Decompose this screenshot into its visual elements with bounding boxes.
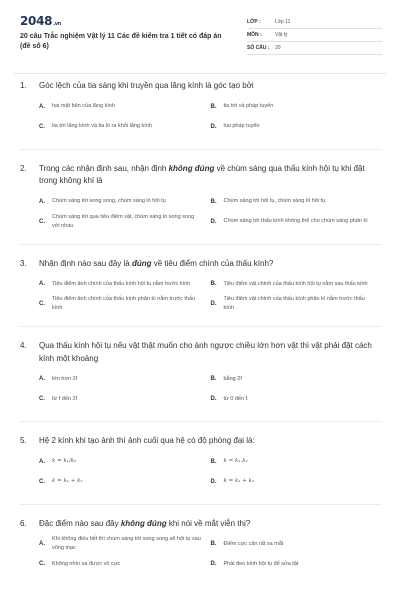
answer-option[interactable] — [39, 390, 211, 408]
option-text: từ f đến 2f — [52, 395, 78, 402]
answer-option[interactable] — [211, 473, 383, 491]
option-letter: A. — [39, 376, 45, 382]
option-letter: C. — [39, 561, 45, 567]
document-title: 20 câu Trắc nghiệm Vật lý 11 Các đề kiểm tra 1 tiết có đáp án (đề số 6) — [20, 33, 222, 50]
option-letter: B. — [210, 458, 217, 465]
option-letter: A. — [39, 103, 45, 110]
meta-label-class: LỚP : — [247, 19, 261, 25]
option-text: k = k₁.k₂ — [223, 458, 248, 464]
option-text: tia tới và pháp tuyến — [223, 103, 274, 109]
question-emphasis: không đúng — [120, 518, 167, 528]
answer-option[interactable] — [211, 193, 383, 211]
meta-value-class: Lớp 11 — [275, 19, 291, 25]
meta-value-count: 20 — [275, 45, 281, 51]
option-letter: D. — [210, 218, 217, 225]
question-stem — [20, 435, 382, 448]
answer-option[interactable] — [39, 535, 211, 553]
option-letter: B. — [210, 281, 217, 287]
question-text — [39, 518, 250, 531]
option-text: Chùm sáng tới song song, chùm sáng ló hội tụ — [52, 198, 166, 204]
option-text: tia tới lăng kính và tia ló ra khỏi lăng kính — [52, 123, 152, 129]
answer-option[interactable] — [211, 555, 383, 573]
option-letter: C. — [39, 123, 45, 130]
option-text: Tiêu điểm vật chính của thấu kính phân kì nằm trước thấu kính — [223, 296, 365, 311]
question-text — [39, 258, 273, 271]
question-text — [39, 80, 254, 93]
question-text — [39, 340, 382, 365]
option-letter: A. — [39, 541, 45, 547]
question-text-after: về tiêu điểm chính của thấu kính? — [151, 258, 274, 268]
question-number: 6. — [20, 518, 27, 528]
question-stem — [20, 340, 382, 365]
option-text: Tiêu điểm ảnh chính của thấu kính phân kì nằm trước thấu kính — [52, 296, 196, 311]
answer-options — [39, 535, 382, 575]
question-list — [20, 80, 382, 588]
question-text-after: khi nói về mắt viễn thị? — [166, 518, 251, 528]
meta-row-class — [247, 16, 382, 29]
option-text: lớn hơn 2f — [52, 375, 78, 382]
question-text-before: Qua thấu kính hội tụ nếu vật thật muốn cho ảnh ngược chiều lớn hơn vật thì vật phải đặt cách kính một khoảng — [39, 341, 372, 363]
question-stem — [20, 258, 382, 271]
answer-options — [39, 275, 382, 315]
answer-options — [39, 193, 382, 233]
site-logo[interactable] — [20, 14, 61, 28]
answer-option[interactable] — [39, 98, 211, 116]
answer-option[interactable] — [39, 555, 211, 573]
option-text: k = k₁ + k₂ — [52, 478, 83, 484]
option-text: bằng 2f — [223, 375, 242, 382]
question-stem — [20, 163, 382, 188]
option-letter: B. — [210, 541, 217, 547]
option-text: hai mặt bên của lăng kính — [52, 103, 115, 109]
option-letter: C. — [39, 301, 45, 307]
header-divider — [14, 73, 386, 74]
answer-option[interactable] — [211, 275, 383, 293]
logo-main: 2048 — [20, 14, 53, 28]
option-letter: C. — [39, 478, 45, 485]
option-text: Chùm sáng tới qua tiêu điểm vật, chùm sáng ló song song với nhau — [52, 213, 195, 229]
question-number: 5. — [20, 436, 27, 445]
answer-option[interactable] — [39, 193, 211, 211]
answer-option[interactable] — [211, 390, 383, 408]
answer-option[interactable] — [39, 275, 211, 293]
option-text: Không nhìn xa được vô cực — [52, 560, 121, 567]
question-item — [20, 518, 382, 576]
option-letter: D. — [210, 561, 217, 567]
question-stem — [20, 518, 382, 531]
question-text — [39, 163, 382, 188]
meta-panel — [247, 16, 382, 55]
question-item — [20, 435, 382, 505]
answer-option[interactable] — [39, 295, 211, 313]
option-text: từ 0 đến f. — [223, 395, 249, 402]
option-text: Chùm sáng tới thấu kính không thể cho chùm sáng phân kì — [223, 218, 368, 224]
option-text: Phải đeo kính hội tụ để sửa tật — [223, 560, 299, 567]
page-header — [20, 14, 382, 62]
answer-options — [39, 453, 382, 493]
option-letter: B. — [210, 103, 217, 110]
option-letter: C. — [39, 218, 45, 225]
answer-options — [39, 370, 382, 410]
option-letter: D. — [210, 478, 217, 485]
question-stem — [20, 80, 382, 93]
option-text: k = k₁ + k₂ — [223, 478, 255, 484]
option-text: Tiêu điểm ảnh chính của thấu kính hội tụ nằm trước kính — [52, 280, 191, 287]
option-text: k = k₁/k₂ — [52, 458, 77, 464]
question-number: 4. — [20, 341, 27, 350]
option-text: Chùm sáng tới hội tụ, chùm sáng ló hội tụ — [223, 198, 326, 204]
question-text-before: Nhận định nào sau đây là — [39, 258, 132, 268]
option-letter: A. — [39, 198, 45, 205]
option-letter: D. — [210, 123, 217, 130]
question-text-before: Trong các nhận định sau, nhận định — [39, 163, 169, 173]
question-item — [20, 258, 382, 328]
option-text: hai pháp tuyến — [223, 123, 260, 129]
answer-option[interactable] — [39, 370, 211, 388]
option-letter: A. — [39, 281, 45, 287]
answer-option[interactable] — [211, 213, 383, 231]
answer-option[interactable] — [211, 295, 383, 313]
question-text-after: về chùm sáng qua thấu kính hội tụ khi đặt trong không khí là — [39, 163, 365, 185]
question-text-before: Hệ 2 kính khi tạo ảnh thì ảnh cuối qua hệ có độ phóng đại là: — [39, 436, 255, 445]
question-item — [20, 163, 382, 245]
option-letter: C. — [39, 396, 45, 402]
answer-option[interactable] — [39, 118, 211, 136]
question-text-before: Đặc điểm nào sau đây — [39, 518, 121, 528]
meta-row-subject — [247, 29, 382, 42]
answer-options — [39, 98, 382, 138]
meta-label-subject: MÔN : — [247, 32, 262, 38]
option-text: Tiêu điểm vật chính của thấu kính hội tụ nằm sau thấu kính — [223, 280, 368, 287]
question-number: 2. — [20, 163, 27, 173]
option-letter: D. — [210, 301, 217, 307]
answer-option[interactable] — [39, 473, 211, 491]
meta-row-count — [247, 42, 382, 55]
answer-option[interactable] — [211, 98, 383, 116]
option-text: Điểm cực cận rất xa mắt — [223, 540, 284, 547]
option-letter: A. — [39, 458, 45, 465]
question-number: 1. — [20, 81, 27, 90]
logo-sub: .vn — [53, 21, 62, 27]
answer-option[interactable] — [211, 535, 383, 553]
option-letter: D. — [210, 396, 217, 402]
option-letter: B. — [210, 198, 217, 205]
question-text-before: Góc lệch của tia sáng khi truyền qua lăng kính là góc tạo bởi — [39, 81, 254, 90]
answer-option[interactable] — [211, 370, 383, 388]
meta-value-subject: Vật lý — [275, 32, 288, 38]
question-item — [20, 80, 382, 150]
meta-label-count: SỐ CÂU : — [247, 45, 270, 51]
question-emphasis: không đúng — [168, 163, 215, 173]
question-item — [20, 340, 382, 422]
option-text: Khi không điều tiết thì chùm sáng tới song song sẽ hội tụ sau võng mạc — [52, 536, 201, 551]
answer-option[interactable] — [39, 213, 211, 231]
question-text — [39, 435, 255, 448]
question-number: 3. — [20, 258, 27, 268]
question-emphasis: đúng — [131, 258, 152, 268]
answer-option[interactable] — [211, 118, 383, 136]
option-letter: B. — [210, 376, 217, 382]
answer-option[interactable] — [39, 453, 211, 471]
answer-option[interactable] — [211, 453, 383, 471]
